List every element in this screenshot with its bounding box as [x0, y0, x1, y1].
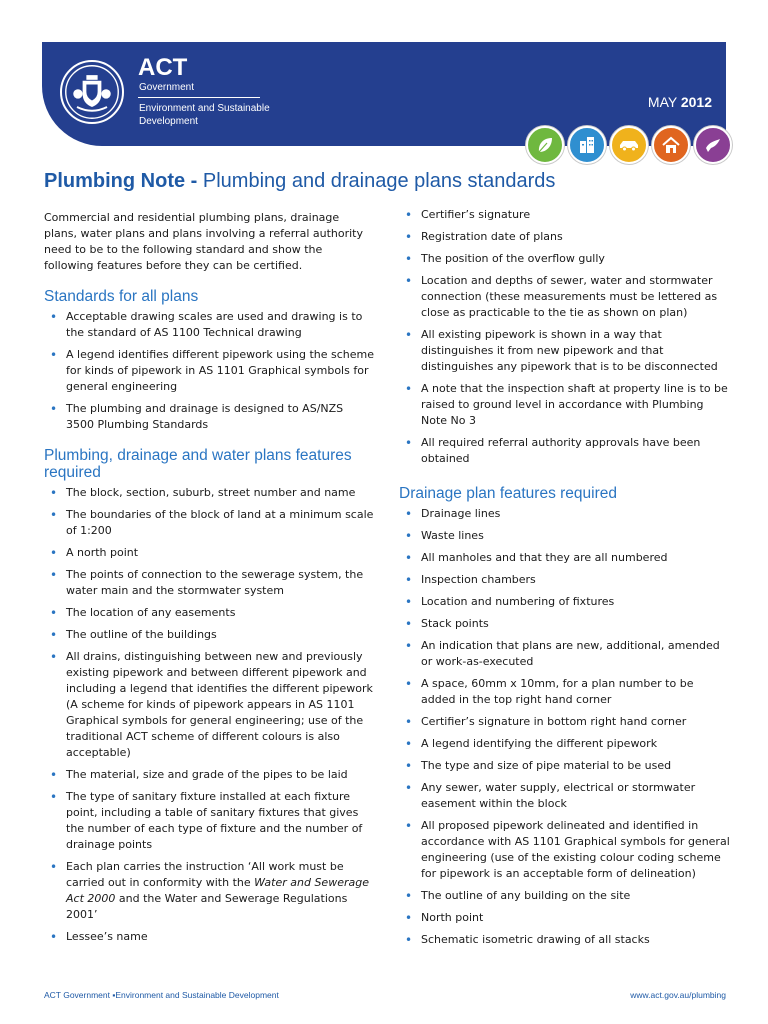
list-item: • The type of sanitary fixture installed at each fixture point, including a table of sanitary fixtures that gives the number of each type of fixture and the number of drainage points: [44, 789, 374, 853]
list-item: • Location and numbering of fixtures: [399, 594, 731, 610]
list-item: • Lessee’s name: [44, 929, 374, 945]
list-item: • Stack points: [399, 616, 731, 632]
title-main: Plumbing and drainage plans standards: [202, 170, 556, 192]
list-item: • The outline of any building on the site: [399, 888, 731, 904]
list-item: • Acceptable drawing scales are used and drawing is to the standard of AS 1100 Technical drawing: [44, 309, 374, 341]
instruction-text-end: and the Water and Sewerage Regulations 2001’: [66, 892, 348, 921]
theme-icons: [526, 126, 732, 164]
list-item: • Schematic isometric drawing of all stacks: [399, 932, 731, 948]
department-name: Environment and Sustainable Development: [139, 103, 270, 127]
features-heading: Plumbing, drainage and water plans features required: [44, 447, 352, 481]
building-icon: [568, 126, 606, 164]
list-item: • North point: [399, 910, 731, 926]
list-item: • The position of the overflow gully: [399, 251, 731, 267]
standards-list: [44, 309, 374, 433]
page-title: [44, 170, 555, 193]
act-crest-logo: [60, 60, 124, 124]
list-item: • An indication that plans are new, additional, amended or work-as-executed: [399, 638, 731, 670]
left-column: [44, 210, 374, 951]
list-item: • Location and depths of sewer, water and stormwater connection (these measurements must be lettered as close as practicable to the tie as shown on plan): [399, 273, 731, 321]
list-item: • The outline of the buildings: [44, 627, 374, 643]
list-item: • All manholes and that they are all numbered: [399, 550, 731, 566]
drainage-list: [399, 506, 731, 948]
list-item: • All drains, distinguishing between new and previously existing pipework and between different pipework and including a legend that identifies the different pipework (A scheme for kinds of pipework appears in AS 1101 Graphical symbols for general engineering; use of the traditional ACT scheme of different colours is also acceptable): [44, 649, 374, 761]
list-item: • A legend identifies different pipework using the scheme for kinds of pipework in AS 1101 Graphical symbols for general engineering: [44, 347, 374, 395]
instruction-act-title: Water and Sewerage Act 2000: [66, 876, 369, 905]
list-item: • Drainage lines: [399, 506, 731, 522]
drainage-heading: Drainage plan features required: [399, 485, 617, 502]
list-item: • A note that the inspection shaft at property line is to be raised to ground level in accordance with Plumbing Note No 3: [399, 381, 731, 429]
list-item: • The boundaries of the block of land at a minimum scale of 1:200: [44, 507, 374, 539]
bird-icon: [694, 126, 732, 164]
instruction-text-start: Each plan carries the instruction ‘All work must be carried out in conformity with the: [66, 860, 344, 889]
list-item: • The block, section, suburb, street number and name: [44, 485, 374, 501]
list-item: • All existing pipework is shown in a way that distinguishes it from new pipework and that distinguishes any pipework that is to be disconnected: [399, 327, 731, 375]
standards-heading: Standards for all plans: [44, 288, 199, 305]
brand-subtitle: Government: [139, 82, 195, 93]
features-list: [44, 485, 374, 945]
footer-website-link[interactable]: www.act.gov.au/plumbing: [630, 990, 726, 1000]
title-prefix: Plumbing Note -: [44, 170, 203, 192]
list-item: • A north point: [44, 545, 374, 561]
house-icon: [652, 126, 690, 164]
header-divider: [138, 97, 260, 98]
issue-year: 2012: [680, 94, 712, 110]
issue-month: MAY: [647, 94, 677, 110]
car-icon: [610, 126, 648, 164]
issue-date: [648, 94, 712, 110]
list-item: • All proposed pipework delineated and identified in accordance with AS 1101 Graphical symbols for general engineering (use of the existing colour coding scheme for pipework is an acceptable form of delineation): [399, 818, 731, 882]
leaf-icon: [526, 126, 564, 164]
list-item: • Certifier’s signature: [399, 207, 731, 223]
footer-organisation: ACT Government ▪Environment and Sustainable Development: [44, 990, 279, 1000]
list-item: • Any sewer, water supply, electrical or stormwater easement within the block: [399, 780, 731, 812]
list-item: • The plumbing and drainage is designed to AS/NZS 3500 Plumbing Standards: [44, 401, 374, 433]
intro-paragraph: Commercial and residential plumbing plans, drainage plans, water plans and plans involving a referral authority need to be to the following standard and show the following features before they can be certified.: [44, 211, 363, 272]
features-list-continued: [399, 207, 731, 467]
instruction-item: [44, 859, 374, 923]
right-column: [399, 207, 731, 954]
list-item: • Inspection chambers: [399, 572, 731, 588]
list-item: • A legend identifying the different pipework: [399, 736, 731, 752]
list-item: • The points of connection to the sewerage system, the water main and the stormwater system: [44, 567, 374, 599]
list-item: • Waste lines: [399, 528, 731, 544]
brand-name: ACT: [138, 54, 188, 81]
list-item: • A space, 60mm x 10mm, for a plan number to be added in the top right hand corner: [399, 676, 731, 708]
list-item: • Registration date of plans: [399, 229, 731, 245]
list-item: • All required referral authority approvals have been obtained: [399, 435, 731, 467]
list-item: • The material, size and grade of the pipes to be laid: [44, 767, 374, 783]
list-item: • Certifier’s signature in bottom right hand corner: [399, 714, 731, 730]
list-item: • The location of any easements: [44, 605, 374, 621]
list-item: • The type and size of pipe material to be used: [399, 758, 731, 774]
